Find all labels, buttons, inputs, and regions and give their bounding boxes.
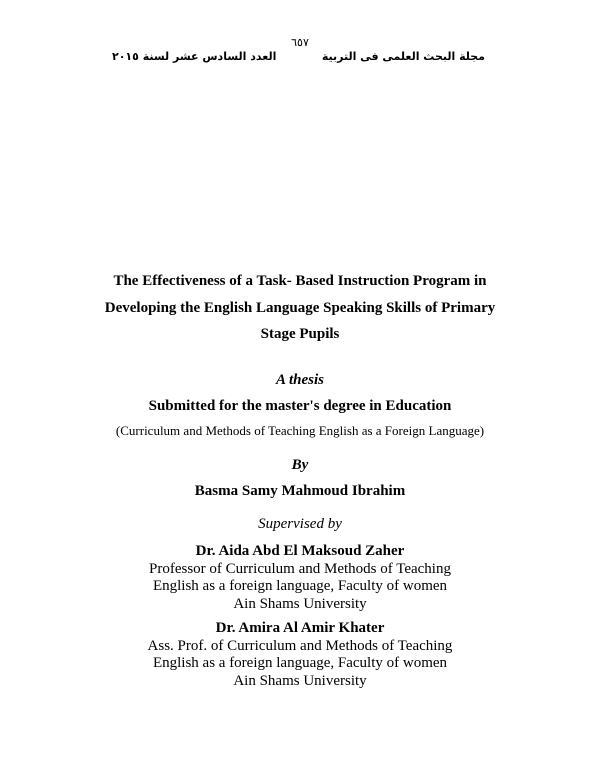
supervisor-1-line-2: English as a foreign language, Faculty of women	[152, 578, 448, 594]
by-label: By	[291, 457, 309, 473]
thesis-label: A thesis	[276, 372, 324, 388]
supervisor-2-line-2: English as a foreign language, Faculty of women	[152, 655, 448, 671]
title-line-1: The Effectiveness of a Task- Based Instruction Program in	[113, 273, 487, 289]
paper-title	[0, 268, 600, 348]
page-number: ٦٥٧	[291, 37, 309, 49]
specialization: (Curriculum and Methods of Teaching English as a Foreign Language)	[115, 423, 485, 438]
supervisor-2-name: Dr. Amira Al Amir Khater	[215, 620, 385, 636]
supervisor-1	[0, 543, 600, 613]
supervisor-1-name: Dr. Aida Abd El Maksoud Zaher	[195, 543, 405, 559]
supervisor-2-line-1: Ass. Prof. of Curriculum and Methods of Teaching	[147, 637, 453, 654]
author-name: Basma Samy Mahmoud Ibrahim	[194, 483, 406, 499]
degree-statement: Submitted for the master's degree in Education	[148, 398, 452, 414]
title-line-3: Stage Pupils	[260, 326, 340, 342]
supervised-by-label: Supervised by	[258, 516, 342, 532]
supervisor-1-line-1: Professor of Curriculum and Methods of Teaching	[149, 560, 451, 577]
journal-name: مجلة البحث العلمى فى التربية	[321, 50, 485, 63]
issue-info: العدد السادس عشر لسنة ٢٠١٥	[112, 50, 277, 63]
supervisor-1-line-3: Ain Shams University	[233, 595, 367, 612]
title-line-2: Developing the English Language Speaking Skills of Primary	[104, 299, 496, 316]
supervisor-2	[0, 620, 600, 690]
supervisor-2-line-3: Ain Shams University	[233, 672, 367, 689]
